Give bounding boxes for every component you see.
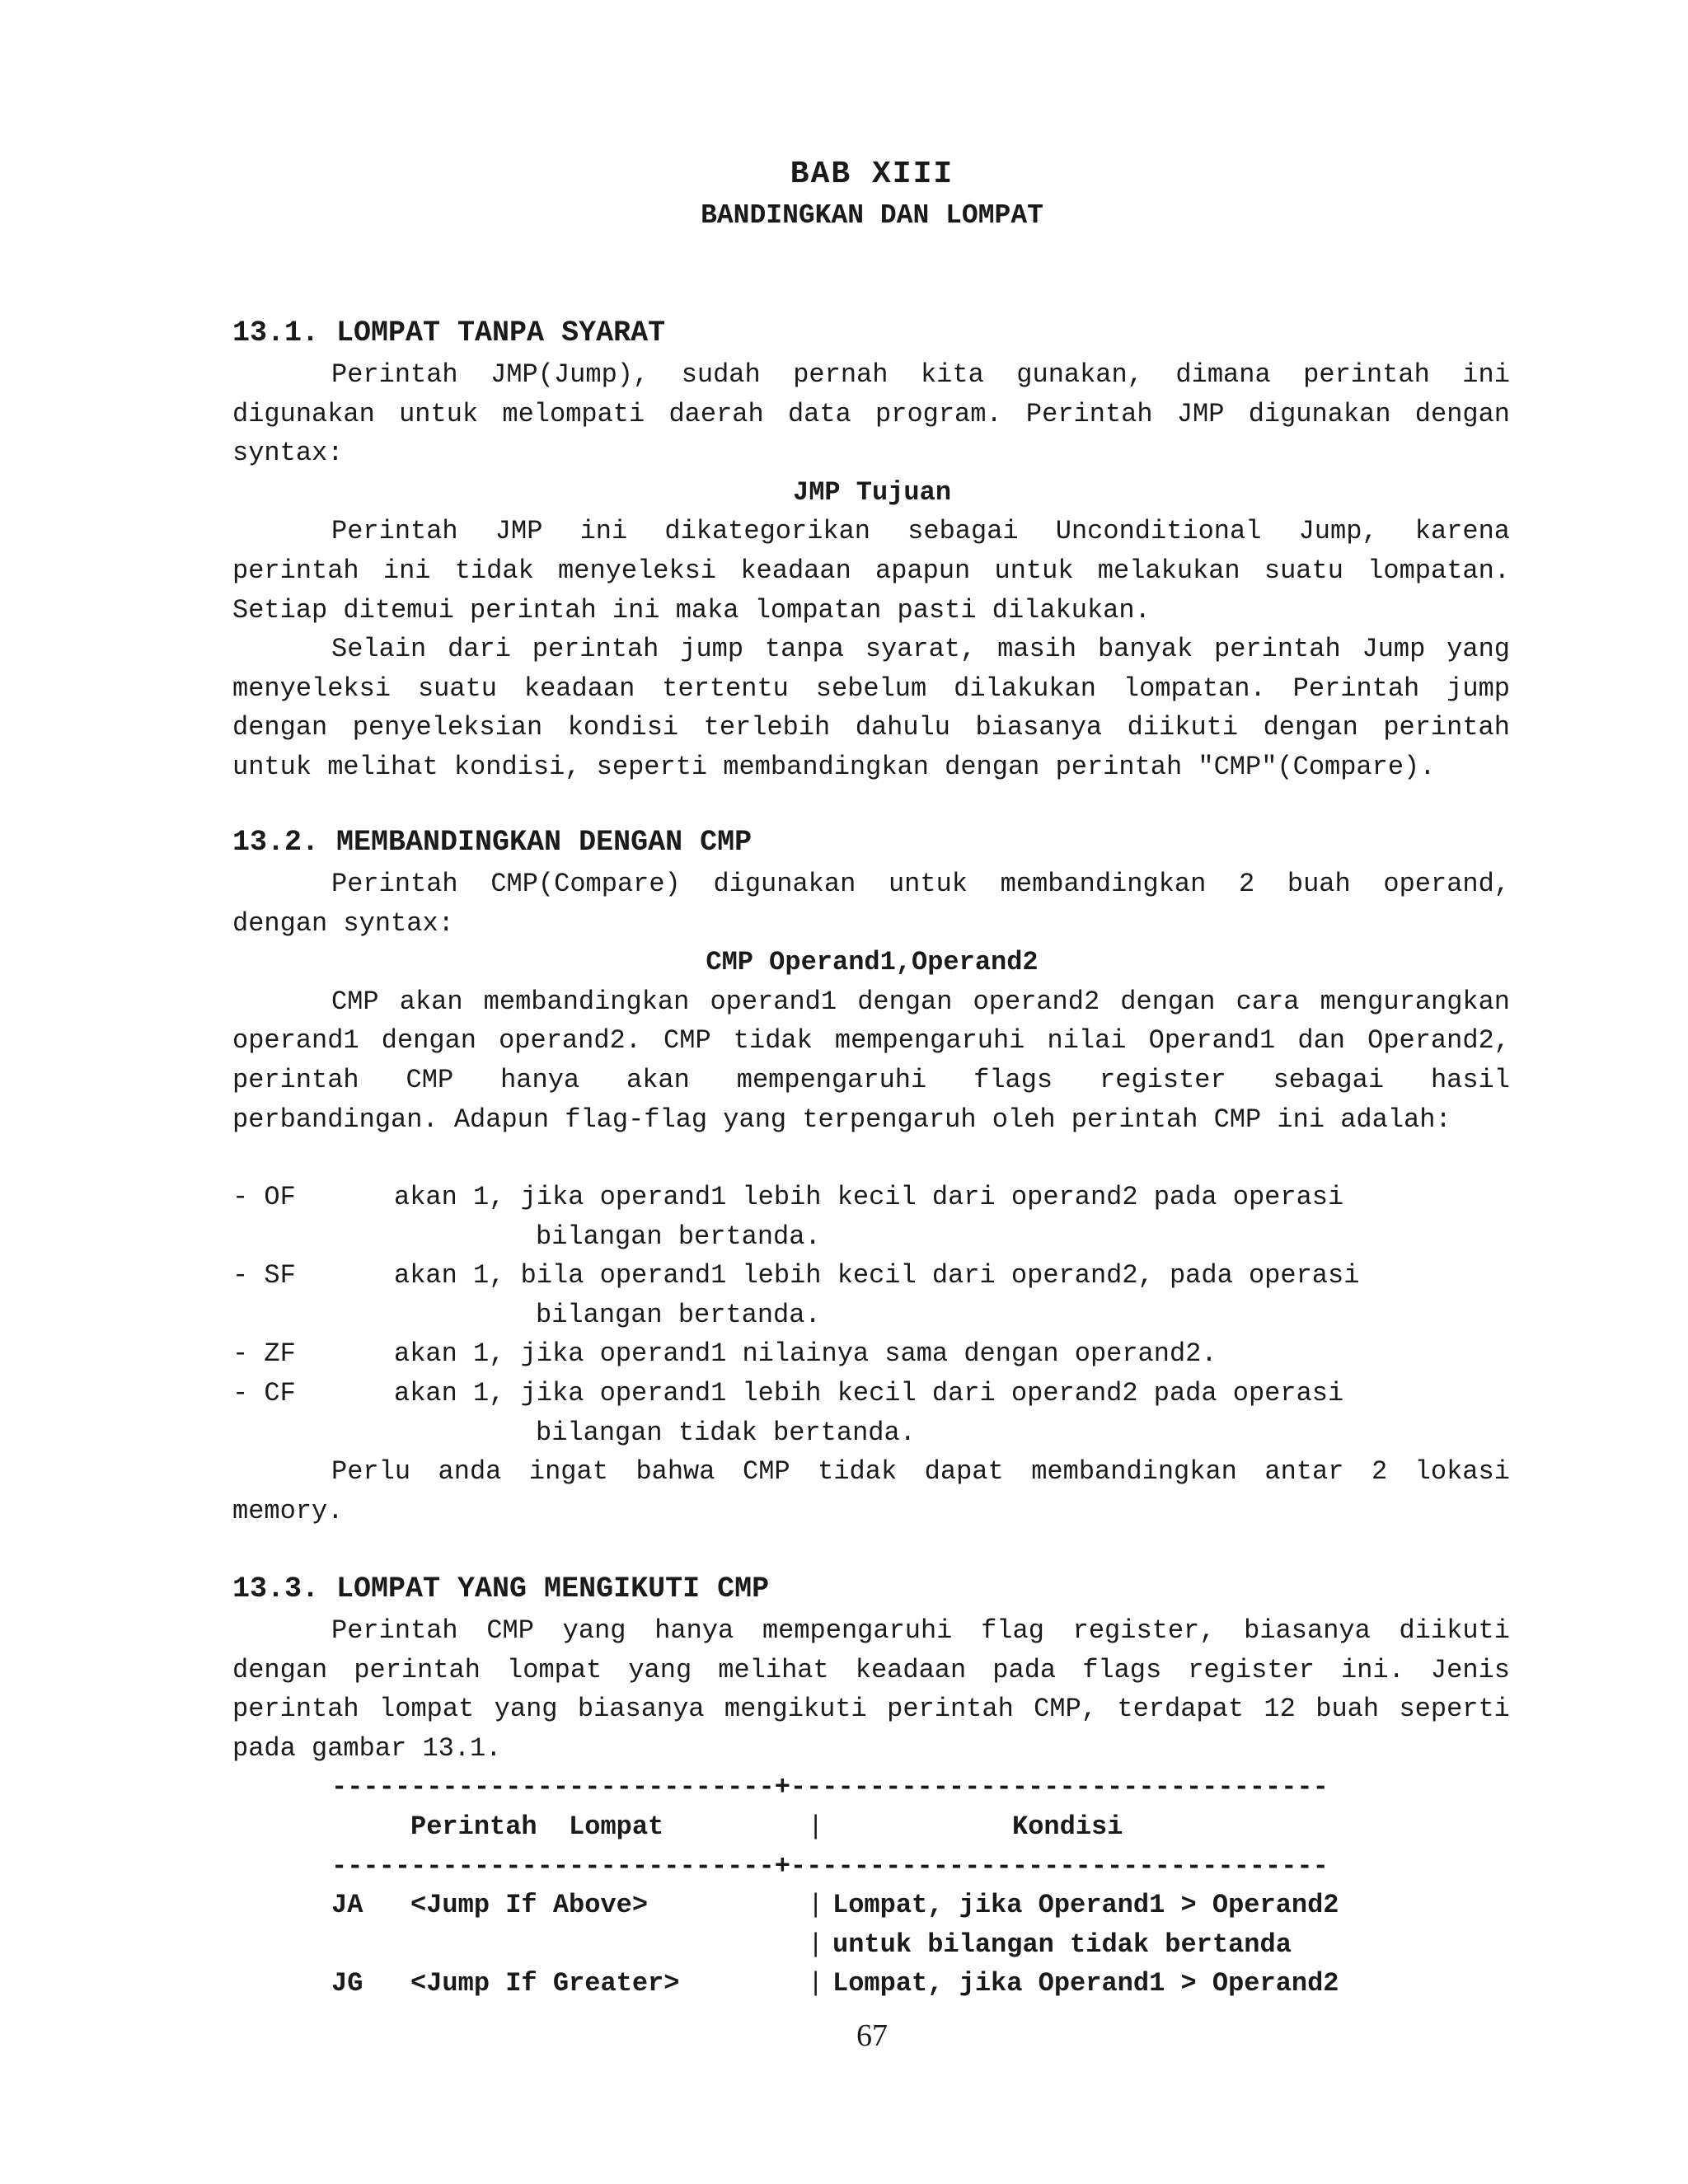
word: dahulu — [855, 712, 950, 743]
word: perintah — [1214, 634, 1341, 665]
word: dikategorikan — [664, 516, 870, 547]
word: perintah — [1303, 359, 1430, 390]
word: Jump, — [1298, 516, 1378, 547]
word: sudah — [681, 359, 761, 390]
word: perintah — [232, 1694, 359, 1725]
word: dan — [1297, 1025, 1345, 1057]
word: jump — [1447, 673, 1510, 704]
table-divider: | — [808, 1929, 824, 1960]
word: apapun — [875, 555, 971, 586]
s2-p2-line — [331, 982, 1510, 1022]
word: lompatan. — [1367, 555, 1510, 586]
word: Jenis — [1430, 1654, 1510, 1685]
word: Perintah — [331, 359, 458, 390]
s1-p2-last-line: Setiap ditemui perintah ini maka lompatan pasti dilakukan. — [232, 594, 1151, 626]
word: operand2 — [973, 986, 1100, 1017]
word: buah — [1315, 1694, 1380, 1725]
word: menyeleksi — [232, 673, 392, 704]
s2-p2-last-line: perbandingan. Adapun flag-flag yang terpengaruh oleh perintah CMP ini adalah: — [232, 1104, 1451, 1135]
word: flags — [973, 1065, 1053, 1095]
flag-description: akan 1, bila operand1 lebih kecil dari operand2, pada operasi — [394, 1260, 1360, 1291]
word: mengikuti — [724, 1694, 867, 1725]
s1-p3-line — [232, 669, 1510, 709]
word: biasanya — [1244, 1615, 1371, 1646]
word: program. — [875, 398, 1002, 429]
flag-name: - ZF — [232, 1338, 296, 1370]
word: dengan — [232, 712, 328, 743]
word: CMP — [742, 1456, 790, 1488]
word: dapat — [924, 1456, 1004, 1488]
s1-p2-line — [232, 551, 1510, 591]
word: data — [787, 398, 851, 429]
word: gunakan, — [1016, 359, 1143, 390]
s1-p1-line — [331, 355, 1510, 395]
word: akan — [399, 986, 463, 1017]
word: keadaan — [740, 555, 851, 586]
word: banyak — [1097, 634, 1193, 665]
word: diikuti — [1399, 1615, 1510, 1646]
flag-description-cont: bilangan bertanda. — [536, 1221, 821, 1252]
flag-description-cont: bilangan tidak bertanda. — [536, 1417, 916, 1448]
word: Jump — [1362, 634, 1426, 665]
word: kita — [920, 359, 984, 390]
word: terlebih — [703, 712, 831, 743]
word: sebelum — [815, 673, 927, 704]
jump-code: JA — [331, 1890, 363, 1921]
word: CMP, — [1034, 1694, 1097, 1725]
word: Perintah — [331, 869, 458, 899]
word: JMP(Jump), — [490, 359, 649, 390]
word: CMP(Compare) — [490, 869, 681, 899]
word: tanpa — [764, 634, 844, 665]
page-number: 67 — [856, 2018, 888, 2053]
word: ini — [579, 516, 628, 547]
word: tidak — [454, 555, 534, 586]
word: untuk — [994, 555, 1074, 586]
table-header-right: Kondisi — [1012, 1811, 1123, 1842]
flag-description: akan 1, jika operand1 lebih kecil dari operand2 pada operasi — [394, 1378, 1344, 1408]
word: melihat — [718, 1654, 829, 1685]
word: CMP — [406, 1065, 454, 1095]
word: untuk — [399, 398, 479, 429]
s3-p1-line — [232, 1690, 1510, 1729]
word: mempengaruhi — [834, 1025, 1025, 1057]
syntax-code: JMP Tujuan — [792, 476, 952, 508]
section-heading: 13.3. LOMPAT YANG MENGIKUTI CMP — [232, 1572, 770, 1605]
word: mempengaruhi — [736, 1065, 927, 1095]
jump-condition: Lompat, jika Operand1 > Operand2 — [832, 1968, 1339, 1999]
chapter-title: BAB XIII — [790, 157, 954, 192]
word: suatu — [1264, 555, 1343, 586]
jump-name: <Jump If Greater> — [410, 1968, 680, 1999]
word: mengurangkan — [1320, 986, 1510, 1017]
word: Unconditional — [1055, 516, 1262, 547]
section-heading: 13.1. LOMPAT TANPA SYARAT — [232, 316, 666, 349]
table-rule: ----------------------------+---------------------------------- — [331, 1772, 1329, 1803]
word: perintah — [532, 634, 659, 665]
jump-condition: untuk bilangan tidak bertanda — [832, 1929, 1292, 1960]
word: yang — [628, 1654, 692, 1685]
word: perintah — [232, 555, 359, 586]
word: lompat — [379, 1694, 475, 1725]
s2-p2-line — [232, 1061, 1510, 1100]
word: perintah — [232, 1065, 359, 1095]
word: yang — [562, 1615, 626, 1646]
word: jump — [680, 634, 744, 665]
s1-p3-last-line: untuk melihat kondisi, seperti membandingkan dengan perintah "CMP"(Compare). — [232, 752, 1436, 782]
s1-p1-last-line: syntax: — [232, 438, 344, 469]
word: operand1 — [710, 986, 837, 1017]
word: suatu — [417, 673, 497, 704]
word: Perintah — [331, 1615, 458, 1646]
s1-p1-line — [232, 395, 1510, 434]
word: ini — [1462, 359, 1510, 390]
word: perintah — [354, 1654, 481, 1685]
s2-p3-last-line: memory. — [232, 1495, 344, 1526]
word: untuk — [888, 869, 968, 899]
word: 12 — [1264, 1694, 1296, 1725]
word: karena — [1414, 516, 1510, 547]
word: kondisi — [567, 712, 679, 743]
word: Perlu — [331, 1456, 411, 1488]
word: digunakan — [1248, 398, 1391, 429]
word: yang — [494, 1694, 558, 1725]
s3-p1-line — [331, 1611, 1510, 1651]
word: keadaan — [855, 1654, 967, 1685]
word: menyeleksi — [558, 555, 717, 586]
word: operand2. — [499, 1025, 641, 1057]
word: CMP — [486, 1615, 534, 1646]
s2-p1-last-line: dengan syntax: — [232, 907, 454, 939]
flag-description: akan 1, jika operand1 lebih kecil dari operand2 pada operasi — [394, 1182, 1344, 1212]
word: pernah — [793, 359, 889, 390]
s3-p1-line — [232, 1651, 1510, 1690]
word: hanya — [500, 1065, 580, 1095]
word: dimana — [1175, 359, 1271, 390]
word: diikuti — [1127, 712, 1239, 743]
word: sebagai — [1273, 1065, 1385, 1095]
word: yang — [1447, 634, 1510, 665]
word: CMP — [331, 986, 379, 1017]
word: dengan — [232, 1654, 328, 1685]
word: lompatan. — [1123, 673, 1266, 704]
word: buah — [1287, 869, 1351, 899]
word: perintah — [887, 1694, 1014, 1725]
word: lokasi — [1414, 1456, 1510, 1488]
word: ini — [382, 555, 431, 586]
s2-p1-line — [331, 865, 1510, 904]
syntax-code: CMP Operand1,Operand2 — [706, 947, 1039, 978]
word: lompat — [507, 1654, 603, 1685]
table-divider: | — [808, 1811, 824, 1842]
word: keadaan — [523, 673, 635, 704]
flag-name: - OF — [232, 1182, 296, 1212]
word: 2 — [1238, 869, 1255, 899]
word: register — [1188, 1654, 1315, 1685]
word: Perintah — [1025, 398, 1153, 429]
word: operand, — [1383, 869, 1510, 899]
word: ingat — [528, 1456, 608, 1488]
word: membandingkan — [483, 986, 690, 1017]
word: nilai — [1047, 1025, 1127, 1057]
word: bahwa — [635, 1456, 715, 1488]
word: operand1 — [232, 1025, 359, 1057]
word: dengan — [1120, 986, 1216, 1017]
word: tidak — [733, 1025, 813, 1057]
flag-description: akan 1, jika operand1 nilainya sama dengan operand2. — [394, 1338, 1217, 1370]
word: dengan — [857, 986, 953, 1017]
word: dari — [448, 634, 511, 665]
word: melakukan — [1097, 555, 1240, 586]
word: membandingkan — [1031, 1456, 1237, 1488]
jump-code: JG — [331, 1968, 363, 1999]
s1-p3-line — [232, 708, 1510, 748]
word: tertentu — [662, 673, 789, 704]
table-rule: ----------------------------+---------------------------------- — [331, 1850, 1329, 1882]
word: mempengaruhi — [762, 1615, 953, 1646]
word: Operand1 — [1148, 1025, 1276, 1057]
word: Perintah — [1292, 673, 1420, 704]
word: 2 — [1371, 1456, 1388, 1488]
word: dengan — [1414, 398, 1510, 429]
s3-p1-last-line: pada gambar 13.1. — [232, 1732, 502, 1764]
jump-condition: Lompat, jika Operand1 > Operand2 — [832, 1890, 1339, 1921]
word: perintah — [1383, 712, 1510, 743]
word: anda — [438, 1456, 502, 1488]
word: biasanya — [577, 1694, 705, 1725]
flag-name: - SF — [232, 1260, 296, 1291]
word: ini. — [1341, 1654, 1404, 1685]
word: cara — [1236, 986, 1300, 1017]
word: register — [1100, 1065, 1226, 1095]
word: CMP — [663, 1025, 711, 1057]
word: hanya — [654, 1615, 734, 1646]
word: Perintah — [331, 516, 458, 547]
table-divider: | — [808, 1968, 824, 1999]
word: syarat, — [865, 634, 977, 665]
word: Operand2, — [1367, 1025, 1510, 1057]
flag-description-cont: bilangan bertanda. — [536, 1299, 821, 1330]
word: flags — [1082, 1654, 1162, 1685]
table-header-left: Perintah Lompat — [410, 1811, 664, 1842]
word: masih — [997, 634, 1077, 665]
word: flag — [981, 1615, 1044, 1646]
word: JMP — [495, 516, 543, 547]
word: biasanya — [975, 712, 1103, 743]
s2-p3-line — [331, 1452, 1510, 1492]
word: antar — [1264, 1456, 1344, 1488]
word: pada — [992, 1654, 1057, 1685]
word: register, — [1072, 1615, 1216, 1646]
word: melompati — [502, 398, 645, 429]
word: tidak — [818, 1456, 898, 1488]
word: digunakan — [713, 869, 856, 899]
word: penyeleksian — [352, 712, 543, 743]
table-divider: | — [808, 1890, 824, 1921]
word: membandingkan — [1000, 869, 1207, 899]
word: akan — [626, 1065, 690, 1095]
word: daerah — [668, 398, 764, 429]
word: hasil — [1430, 1065, 1510, 1095]
jump-name: <Jump If Above> — [410, 1890, 649, 1921]
word: sebagai — [907, 516, 1019, 547]
word: JMP — [1176, 398, 1225, 429]
flag-name: - CF — [232, 1378, 296, 1408]
word: digunakan — [232, 398, 375, 429]
word: dengan — [1263, 712, 1358, 743]
chapter-subtitle: BANDINGKAN DAN LOMPAT — [701, 200, 1043, 231]
word: dilakukan — [954, 673, 1096, 704]
word: dengan — [381, 1025, 476, 1057]
s1-p3-line — [331, 630, 1510, 669]
word: seperti — [1399, 1694, 1510, 1725]
s2-p2-line — [232, 1021, 1510, 1061]
s1-p2-line — [331, 512, 1510, 551]
section-heading: 13.2. MEMBANDINGKAN DENGAN CMP — [232, 826, 753, 859]
word: Selain — [331, 634, 427, 665]
word: terdapat — [1117, 1694, 1245, 1725]
